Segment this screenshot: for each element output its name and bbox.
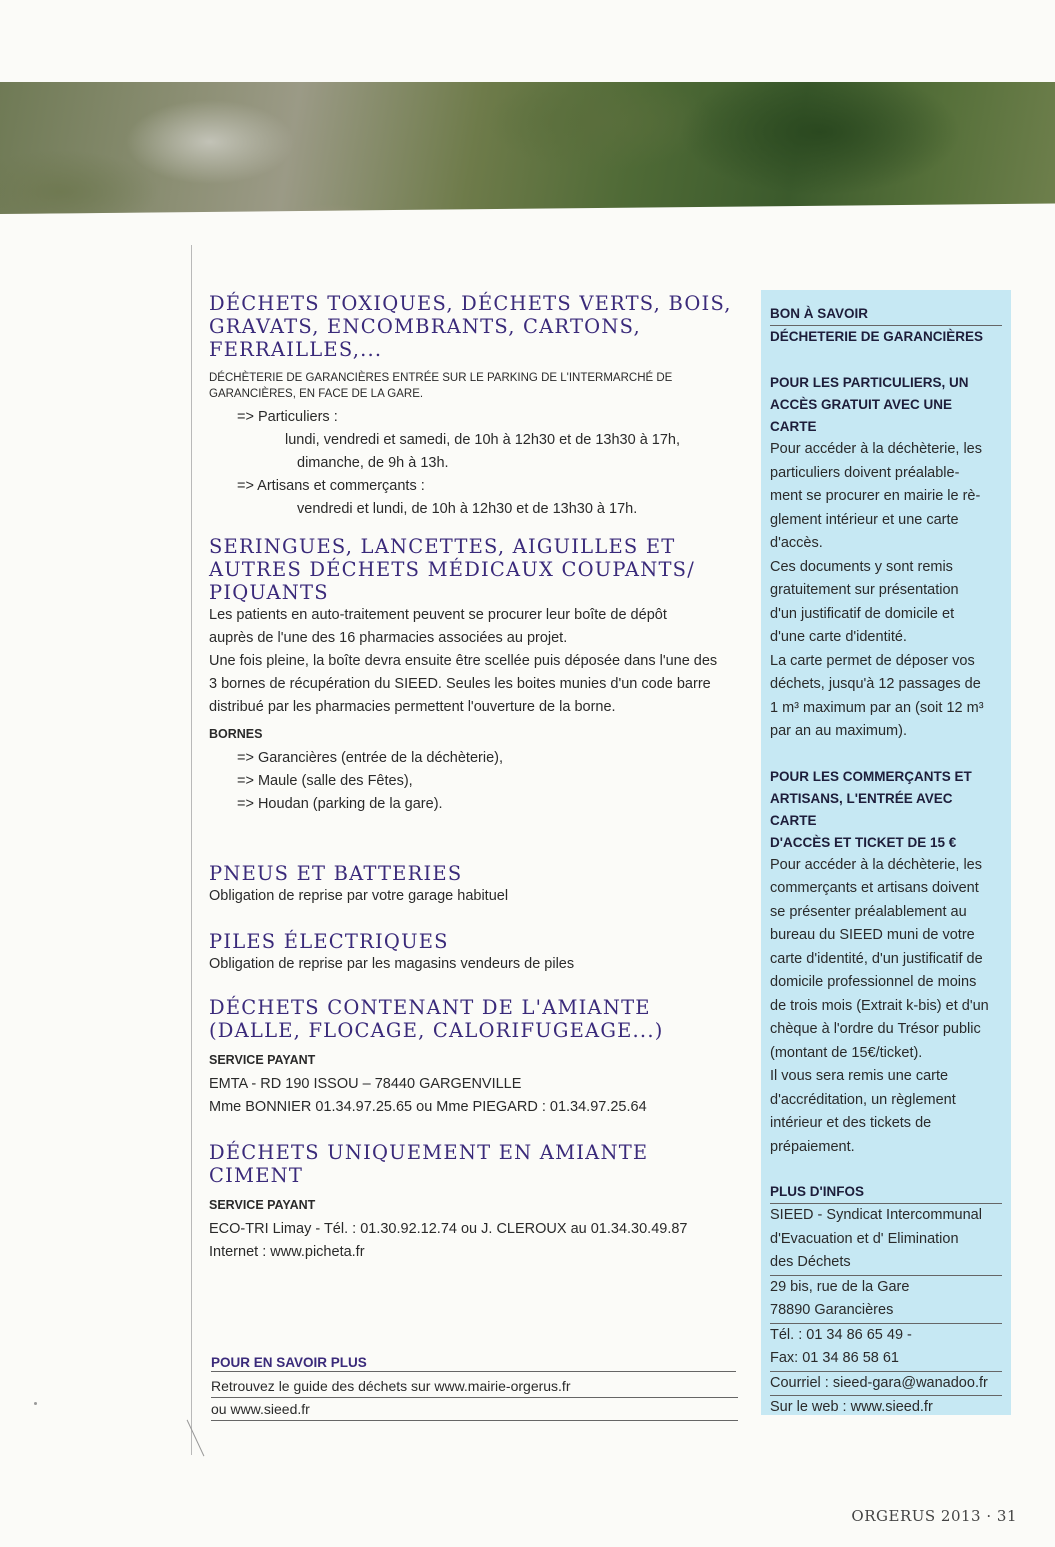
- scan-speck: [34, 1402, 37, 1405]
- title-line: DÉCHETS UNIQUEMENT EN AMIANTE: [209, 1141, 649, 1164]
- section-seringues: [209, 535, 744, 816]
- info-line: des Déchets: [770, 1251, 1002, 1276]
- block-heading: PLUS D'INFOS: [770, 1181, 1002, 1204]
- sidebar-subheading: DÉCHETERIE DE GARANCIÈRES: [770, 329, 984, 344]
- service-payant-label: SERVICE PAYANT: [209, 1198, 316, 1212]
- section-body: Obligation de reprise par les magasins vendeurs de piles: [209, 956, 575, 972]
- section-piles: [209, 930, 744, 976]
- block-line: d'une carte d'identité.: [770, 629, 907, 645]
- title-line: (DALLE, FLOCAGE, CALORIFUGEAGE...): [209, 1019, 664, 1042]
- block-heading: POUR LES COMMERÇANTS ET: [770, 768, 972, 784]
- info-line: Sur le web : www.sieed.fr: [770, 1399, 933, 1415]
- info-line: Fax: 01 34 86 58 61: [770, 1347, 1002, 1372]
- block-line: carte d'identité, d'un justificatif de: [770, 950, 983, 967]
- caps-line: GARANCIÈRES, EN FACE DE LA GARE.: [209, 388, 424, 400]
- borne-item: => Maule (salle des Fêtes),: [237, 773, 413, 789]
- block-line: (montant de 15€/ticket).: [770, 1044, 923, 1061]
- contact-line: Mme BONNIER 01.34.97.25.65 ou Mme PIEGARD : 01.34.97.25.64: [209, 1099, 647, 1115]
- block-line: ment se procurer en mairie le rè-: [770, 488, 981, 504]
- particuliers-hours-sunday: dimanche, de 9h à 13h.: [297, 455, 449, 471]
- title-line: CIMENT: [209, 1164, 304, 1187]
- section-title: PNEUS ET BATTERIES: [209, 862, 463, 885]
- info-line: Tél. : 01 34 86 65 49 -: [770, 1326, 912, 1343]
- column-divider: [191, 245, 192, 1455]
- section-pneus: [209, 862, 744, 908]
- section-dechets-toxiques: [209, 292, 744, 521]
- location-caps: [209, 370, 744, 402]
- block-line: particuliers doivent préalable-: [770, 464, 960, 481]
- contact-line: ECO-TRI Limay - Tél. : 01.30.92.12.74 ou J. CLEROUX au 01.34.30.49.87: [209, 1221, 688, 1237]
- borne-item: => Garancières (entrée de la déchèterie),: [237, 750, 503, 766]
- block-line: glement intérieur et une carte: [770, 511, 959, 528]
- block-line: Il vous sera remis une carte: [770, 1068, 949, 1084]
- block-line: gratuitement sur présentation: [770, 582, 959, 598]
- title-line: DÉCHETS TOXIQUES, DÉCHETS VERTS, BOIS,: [209, 292, 732, 315]
- main-column: [209, 292, 744, 1264]
- title-line: SERINGUES, LANCETTES, AIGUILLES ET: [209, 535, 676, 558]
- particuliers-block: [770, 372, 1002, 744]
- borne-item: => Houdan (parking de la gare).: [237, 796, 443, 812]
- page-footer: ORGERUS 2013 · 31: [851, 1507, 1017, 1525]
- block-heading: ARTISANS, L'ENTRÉE AVEC CARTE: [770, 790, 953, 828]
- commercants-block: [770, 766, 1002, 1160]
- title-line: GRAVATS, ENCOMBRANTS, CARTONS,: [209, 315, 641, 338]
- sidebar-heading: BON À SAVOIR: [770, 303, 1002, 326]
- section-amiante-ciment: [209, 1141, 744, 1264]
- info-line: d'Evacuation et d' Elimination: [770, 1230, 959, 1247]
- body-line: Une fois pleine, la boîte devra ensuite être scellée puis déposée dans l'une des: [209, 653, 718, 669]
- savoir-plus-title: POUR EN SAVOIR PLUS: [211, 1355, 736, 1372]
- info-line: SIEED - Syndicat Intercommunal: [770, 1207, 982, 1223]
- block-line: d'accréditation, un règlement: [770, 1091, 956, 1108]
- body-line: distribué par les pharmacies permettent l'ouverture de la borne.: [209, 699, 616, 715]
- block-line: d'accès.: [770, 535, 823, 551]
- block-line: intérieur et des tickets de: [770, 1115, 932, 1131]
- block-line: se présenter préalablement au: [770, 903, 967, 920]
- info-line: 29 bis, rue de la Gare: [770, 1278, 910, 1295]
- title-line: FERRAILLES,...: [209, 338, 383, 361]
- savoir-plus-line: Retrouvez le guide des déchets sur www.mairie-orgerus.fr: [211, 1376, 738, 1398]
- block-line: 1 m³ maximum par an (soit 12 m³: [770, 699, 984, 716]
- block-line: Pour accéder à la déchèterie, les: [770, 441, 982, 457]
- sidebar-bon-a-savoir: [761, 290, 1011, 1415]
- block-line: d'un justificatif de domicile et: [770, 605, 955, 622]
- particuliers-hours: lundi, vendredi et samedi, de 10h à 12h30 et de 13h30 à 17h,: [285, 432, 681, 448]
- block-heading: POUR LES PARTICULIERS, UN: [770, 375, 969, 390]
- block-heading: D'ACCÈS ET TICKET DE 15 €: [770, 834, 957, 850]
- block-line: commerçants et artisans doivent: [770, 880, 979, 896]
- block-line: La carte permet de déposer vos: [770, 652, 975, 669]
- title-line: DÉCHETS CONTENANT DE L'AMIANTE: [209, 996, 651, 1019]
- body-line: 3 bornes de récupération du SIEED. Seules les boites munies d'un code barre: [209, 676, 711, 692]
- section-title: PILES ÉLECTRIQUES: [209, 930, 449, 953]
- infos-block: [770, 1181, 1002, 1420]
- service-payant-label: SERVICE PAYANT: [209, 1053, 316, 1067]
- contact-line: EMTA - RD 190 ISSOU – 78440 GARGENVILLE: [209, 1076, 522, 1092]
- section-title: [209, 292, 744, 361]
- block-line: de trois mois (Extrait k-bis) et d'un: [770, 997, 989, 1014]
- contact-line: Internet : www.picheta.fr: [209, 1244, 365, 1260]
- section-amiante: [209, 996, 744, 1119]
- header-aerial-photo: [0, 82, 1055, 214]
- title-line: AUTRES DÉCHETS MÉDICAUX COUPANTS/: [209, 558, 695, 581]
- block-line: prépaiement.: [770, 1138, 855, 1155]
- artisans-hours: vendredi et lundi, de 10h à 12h30 et de 13h30 à 17h.: [297, 501, 638, 517]
- block-line: chèque à l'ordre du Trésor public: [770, 1021, 981, 1037]
- savoir-plus-line: ou www.sieed.fr: [211, 1399, 738, 1421]
- block-line: par an au maximum).: [770, 723, 907, 739]
- caps-line: DÉCHÈTERIE DE GARANCIÈRES ENTRÉE SUR LE PARKING DE L'INTERMARCHÉ DE: [209, 372, 673, 384]
- block-line: domicile professionnel de moins: [770, 974, 977, 990]
- block-line: Ces documents y sont remis: [770, 558, 953, 575]
- block-line: déchets, jusqu'à 12 passages de: [770, 676, 981, 692]
- block-heading: ACCÈS GRATUIT AVEC UNE CARTE: [770, 397, 953, 434]
- bornes-label: BORNES: [209, 727, 263, 741]
- info-line: Courriel : sieed-gara@wanadoo.fr: [770, 1372, 1002, 1397]
- title-line: PIQUANTS: [209, 581, 329, 604]
- artisans-label: => Artisans et commerçants :: [237, 478, 425, 494]
- body-line: Les patients en auto-traitement peuvent se procurer leur boîte de dépôt: [209, 607, 667, 623]
- section-body: Obligation de reprise par votre garage habituel: [209, 888, 509, 904]
- section-title: [209, 1141, 744, 1187]
- body-line: auprès de l'une des 16 pharmacies associées au projet.: [209, 630, 568, 646]
- particuliers-label: => Particuliers :: [237, 409, 338, 425]
- block-line: bureau du SIEED muni de votre: [770, 927, 975, 943]
- block-line: Pour accéder à la déchèterie, les: [770, 856, 982, 873]
- scan-scratch: [187, 1420, 205, 1457]
- section-title: [209, 535, 744, 604]
- info-line: 78890 Garancières: [770, 1299, 1002, 1324]
- section-title: [209, 996, 744, 1042]
